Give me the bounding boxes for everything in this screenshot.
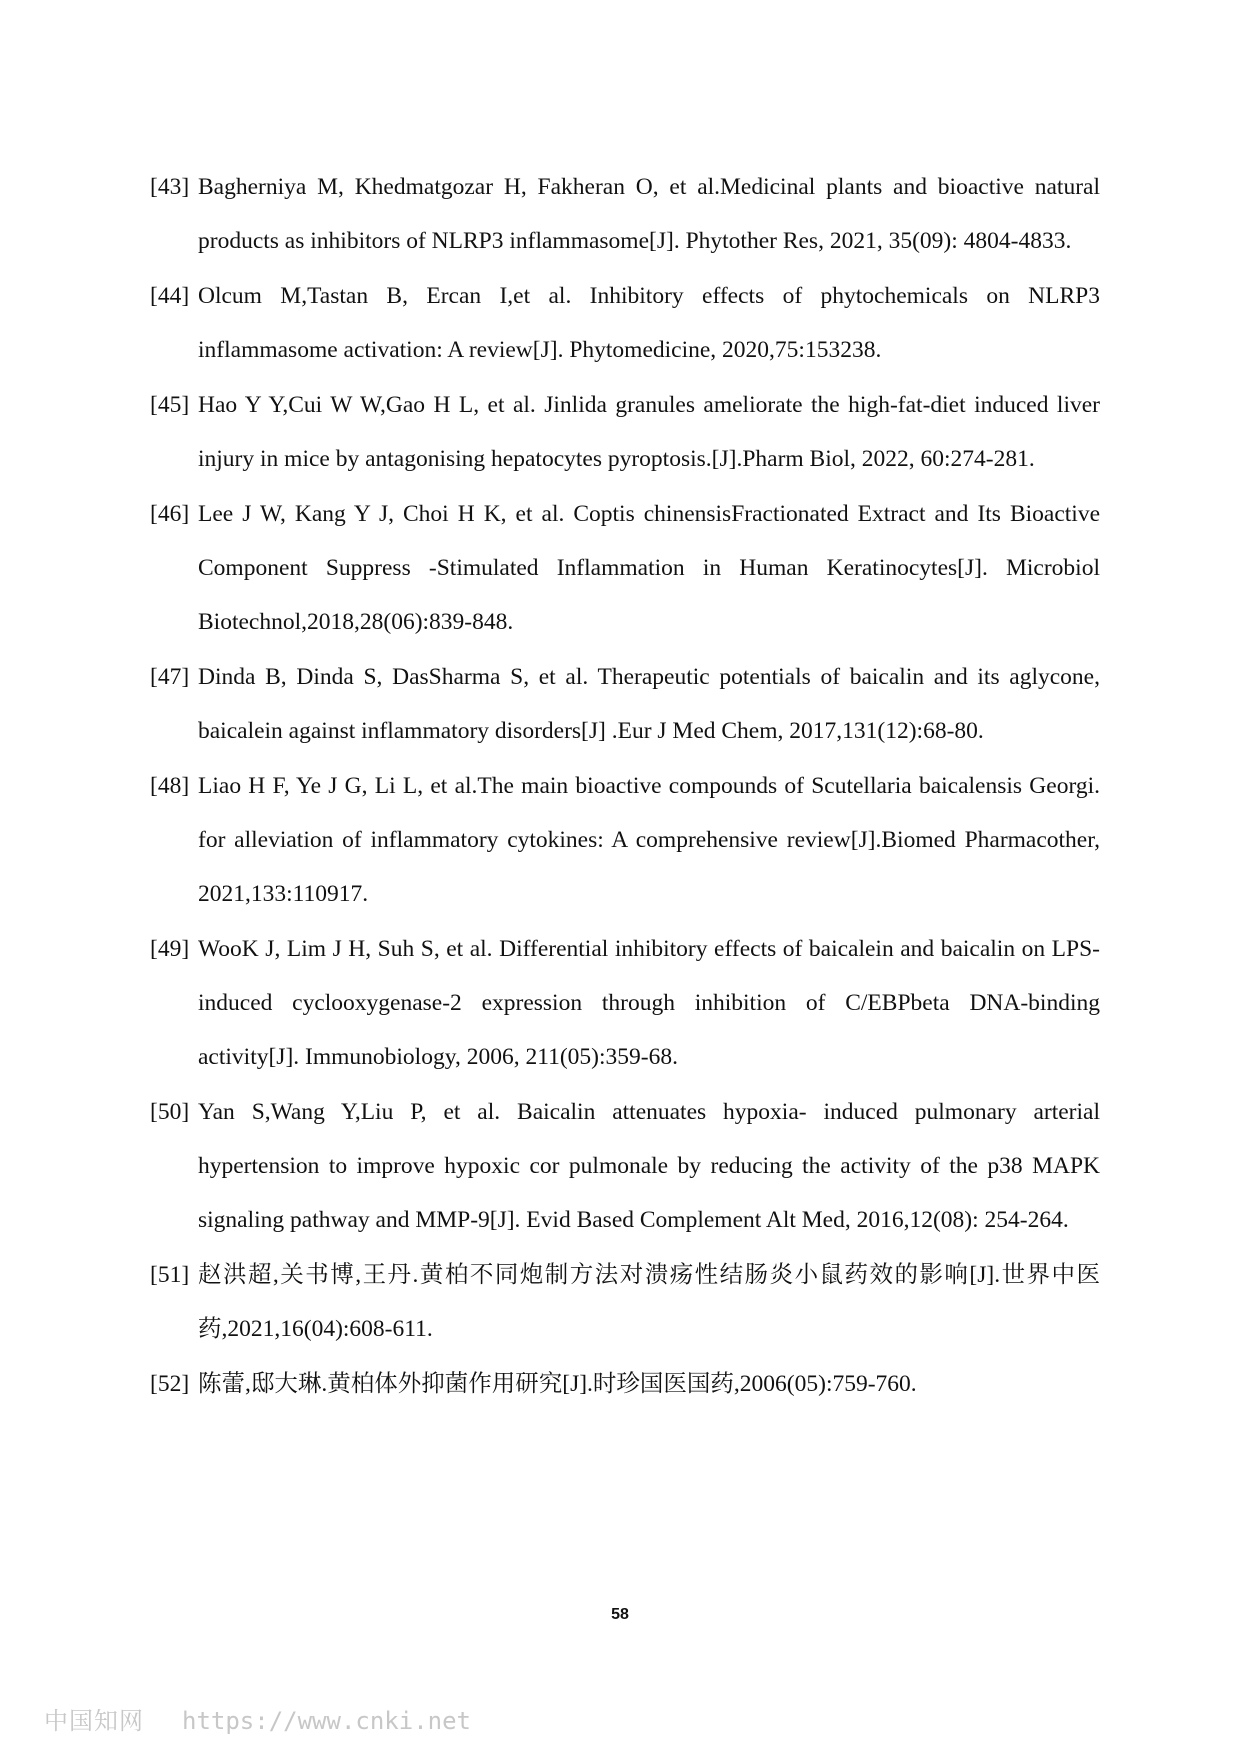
reference-item [150,160,1100,268]
reference-text: Bagherniya M, Khedmatgozar H, Fakheran O, et al.Medicinal plants and bioactive natural products as inhibitors of NLRP3 inflammasome[J]. Phytother Res, 2021, 35(09): 4804-4833. [198,174,1100,254]
reference-item [150,1248,1100,1356]
reference-text: 赵洪超,关书博,王丹.黄柏不同炮制方法对溃疡性结肠炎小鼠药效的影响[J].世界中医药,2021,16(04):608-611. [198,1262,1100,1342]
reference-text: Olcum M,Tastan B, Ercan I,et al. Inhibitory effects of phytochemicals on NLRP3 inflammasome activation: A review[J]. Phytomedicine, 2020,75:153238. [198,283,1100,363]
page-number: 58 [611,1606,629,1623]
reference-item [150,759,1100,921]
reference-text: Hao Y Y,Cui W W,Gao H L, et al. Jinlida granules ameliorate the high-fat-diet induced liver injury in mice by antagonising hepatocytes pyroptosis.[J].Pharm Biol, 2022, 60:274-281. [198,392,1100,472]
reference-text: Yan S,Wang Y,Liu P, et al. Baicalin attenuates hypoxia- induced pulmonary arterial hypertension to improve hypoxic cor pulmonale by reducing the activity of the p38 MAPK signaling pathway and MMP-9[J]. Evid Based Complement Alt Med, 2016,12(08): 254-264. [198,1099,1100,1233]
reference-item [150,650,1100,758]
reference-number: [44] [150,283,190,309]
watermark-name: 中国知网 [44,1707,144,1735]
reference-item [150,1357,1100,1411]
reference-number: [43] [150,174,190,200]
reference-text: Lee J W, Kang Y J, Choi H K, et al. Coptis chinensisFractionated Extract and Its Bioactive Component Suppress -Stimulated Inflammation in Human Keratinocytes[J]. Microbiol Biotechnol,2018,28(06):839-848. [198,501,1100,635]
reference-number: [49] [150,936,190,962]
reference-list [150,160,1100,1412]
reference-number: [45] [150,392,190,418]
reference-number: [51] [150,1262,190,1288]
reference-number: [52] [150,1371,190,1397]
reference-text: 陈蕾,邸大琳.黄柏体外抑菌作用研究[J].时珍国医国药,2006(05):759-760. [198,1371,917,1397]
watermark-url: https://www.cnki.net [182,1707,471,1735]
reference-number: [48] [150,773,190,799]
reference-item [150,378,1100,486]
reference-text: Dinda B, Dinda S, DasSharma S, et al. Therapeutic potentials of baicalin and its aglycone, baicalein against inflammatory disorders[J] .Eur J Med Chem, 2017,131(12):68-80. [198,664,1100,744]
reference-item [150,487,1100,649]
reference-text: Liao H F, Ye J G, Li L, et al.The main bioactive compounds of Scutellaria baicalensis Georgi. for alleviation of inflammatory cytokines: A comprehensive review[J].Biomed Pharmacother, 2021,133:110917. [198,773,1100,907]
reference-number: [46] [150,501,190,527]
reference-item [150,1085,1100,1247]
reference-item [150,269,1100,377]
cnki-watermark [44,1701,471,1736]
reference-text: WooK J, Lim J H, Suh S, et al. Differential inhibitory effects of baicalein and baicalin on LPS-induced cyclooxygenase-2 expression through inhibition of C/EBPbeta DNA-binding activity[J]. Immunobiology, 2006, 211(05):359-68. [198,936,1100,1070]
reference-number: [50] [150,1099,190,1125]
reference-number: [47] [150,664,190,690]
reference-item [150,922,1100,1084]
